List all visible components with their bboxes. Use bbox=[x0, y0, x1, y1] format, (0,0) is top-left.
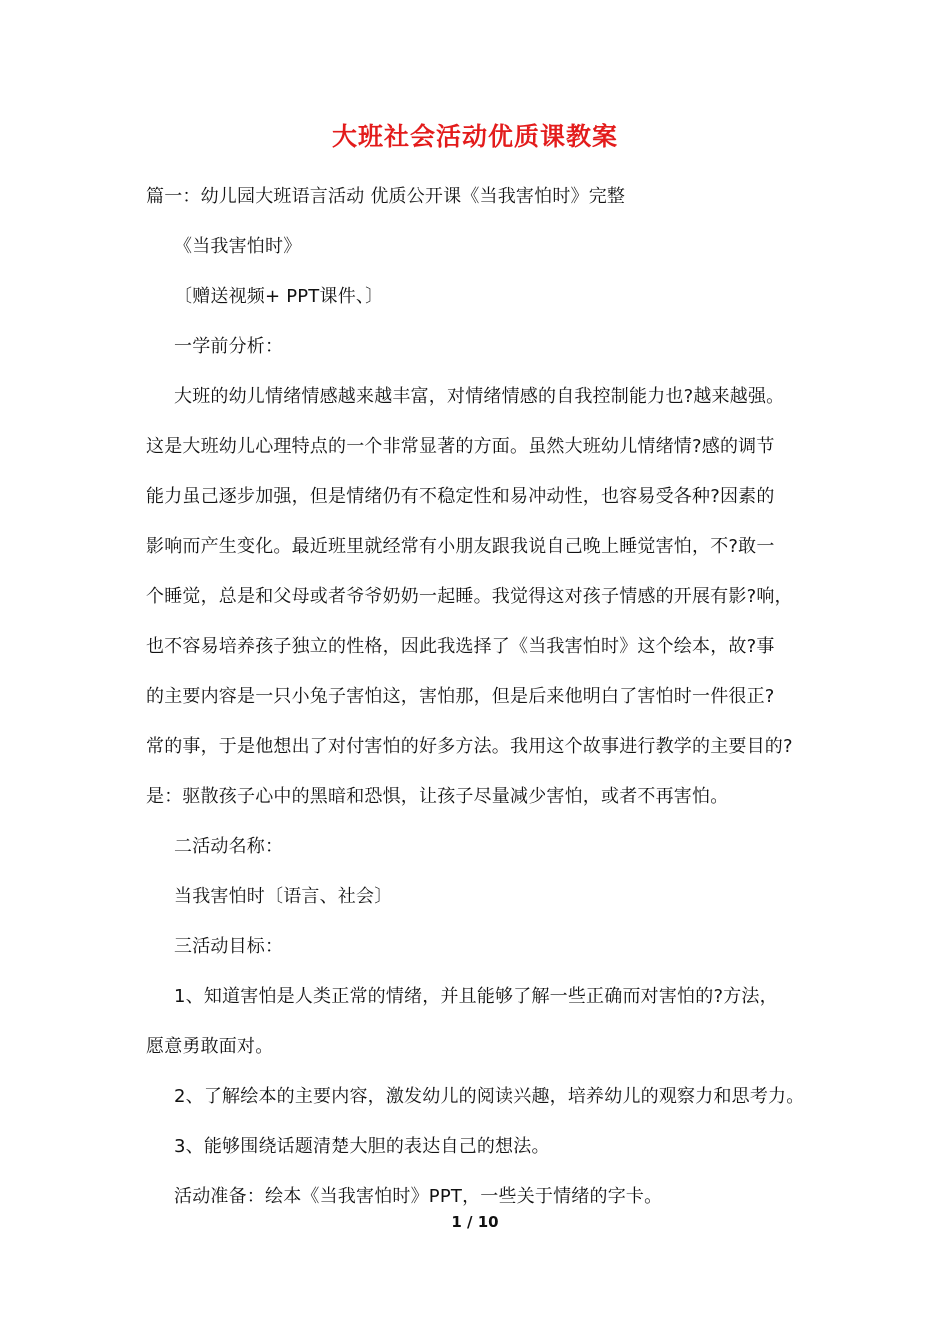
preparation-line: 活动准备：绘本《当我害怕时》PPT，一些关于情绪的字卡。 bbox=[174, 1186, 663, 1207]
paragraph-line: 这是大班幼儿心理特点的一个非常显著的方面。虽然大班幼儿情绪情?感的调节 bbox=[146, 436, 775, 457]
analysis-heading: 一学前分析： bbox=[174, 336, 284, 357]
paragraph-line: 也不容易培养孩子独立的性格，因此我选择了《当我害怕时》这个绘本，故?事 bbox=[146, 636, 775, 657]
goal-line: 3、能够围绕话题清楚大胆的表达自己的想法。 bbox=[174, 1136, 550, 1157]
goal-line: 2、了解绘本的主要内容，激发幼儿的阅读兴趣，培养幼儿的观察力和思考力。 bbox=[174, 1086, 805, 1107]
paragraph-line: 是：驱散孩子心中的黑暗和恐惧，让孩子尽量减少害怕，或者不再害怕。 bbox=[146, 786, 729, 807]
activity-name-line: 当我害怕时〔语言、社会〕 bbox=[174, 886, 393, 907]
paragraph-line: 影响而产生变化。最近班里就经常有小朋友跟我说自己晚上睡觉害怕，不?敢一 bbox=[146, 536, 775, 557]
paragraph-line: 能力虽己逐步加强，但是情绪仍有不稳定性和易冲动性，也容易受各种?因素的 bbox=[146, 486, 775, 507]
paragraph-line: 常的事，于是他想出了对付害怕的好多方法。我用这个故事进行教学的主要目的? bbox=[146, 736, 793, 757]
goal-line: 1、知道害怕是人类正常的情绪，并且能够了解一些正确而对害怕的?方法， bbox=[174, 986, 778, 1007]
book-title-line: 《当我害怕时》 bbox=[174, 236, 302, 257]
bonus-line: 〔赠送视频+ PPT课件、〕 bbox=[174, 286, 384, 307]
activity-name-heading: 二活动名称： bbox=[174, 836, 284, 857]
goal-line: 愿意勇敢面对。 bbox=[146, 1036, 274, 1057]
paragraph-line: 的主要内容是一只小兔子害怕这，害怕那，但是后来他明白了害怕时一件很正? bbox=[146, 686, 775, 707]
activity-goals-heading: 三活动目标： bbox=[174, 936, 284, 957]
paragraph-line: 个睡觉，总是和父母或者爷爷奶奶一起睡。我觉得这对孩子情感的开展有影?响， bbox=[146, 586, 793, 607]
document-title: 大班社会活动优质课教案 bbox=[331, 122, 618, 151]
page-number: 1 / 10 bbox=[451, 1213, 499, 1231]
section-heading: 篇一：幼儿园大班语言活动 优质公开课《当我害怕时》完整 bbox=[146, 186, 626, 207]
paragraph-line: 大班的幼儿情绪情感越来越丰富，对情绪情感的自我控制能力也?越来越强。 bbox=[174, 386, 785, 407]
